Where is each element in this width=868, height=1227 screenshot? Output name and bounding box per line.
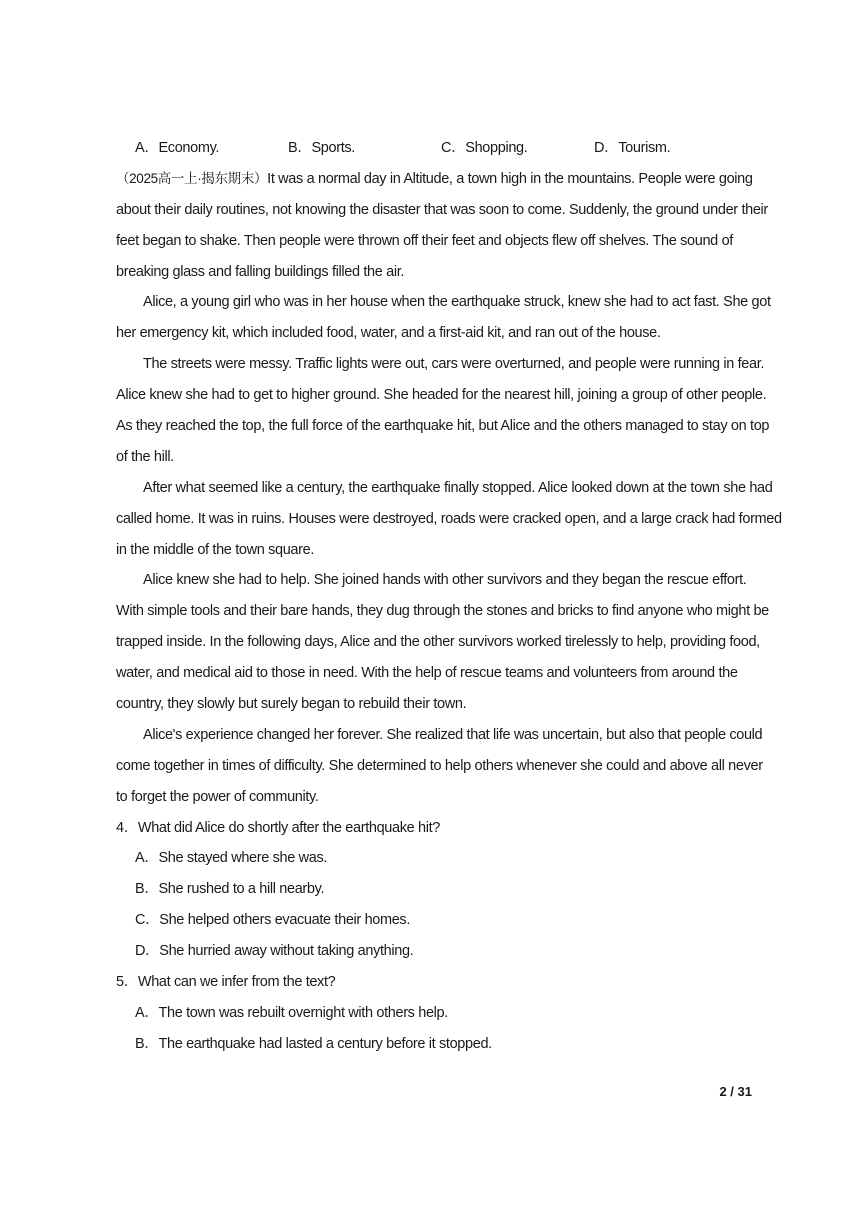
question-stem: 4．What did Alice do shortly after the earthquake hit? bbox=[116, 819, 441, 836]
answer-option: B．The earthquake had lasted a century before it stopped. bbox=[135, 1035, 492, 1052]
answer-option: C．She helped others evacuate their homes. bbox=[135, 912, 411, 929]
reading-passage bbox=[116, 164, 782, 813]
answer-option: A．The town was rebuilt overnight with others help. bbox=[135, 1004, 448, 1021]
answer-option: A．She stayed where she was. bbox=[135, 850, 328, 867]
question-5 bbox=[116, 967, 756, 1060]
passage-line: feet began to shake. Then people were thrown off their feet and objects flew off shelves. The sound of bbox=[116, 232, 733, 249]
passage-line: As they reached the top, the full force of the earthquake hit, but Alice and the others managed to stay on top bbox=[116, 418, 770, 435]
passage-line: After what seemed like a century, the earthquake finally stopped. Alice looked down at the town she had bbox=[143, 479, 773, 496]
question-4 bbox=[116, 813, 756, 967]
passage-line: of the hill. bbox=[116, 448, 174, 465]
previous-question-options bbox=[116, 133, 756, 164]
passage-line: come together in times of difficulty. She determined to help others whenever she could and above all never bbox=[116, 757, 763, 774]
passage-line: With simple tools and their bare hands, they dug through the stones and bricks to find anyone who might be bbox=[116, 603, 769, 620]
page-number: 2 / 31 bbox=[719, 1084, 752, 1099]
passage-line: The streets were messy. Traffic lights were out, cars were overturned, and people were running in fear. bbox=[143, 356, 765, 373]
option-a: A．Economy. bbox=[135, 140, 220, 156]
document-page bbox=[116, 133, 782, 1060]
option-d: D．Tourism. bbox=[594, 140, 671, 156]
passage-line: her emergency kit, which included food, water, and a first-aid kit, and ran out of the house. bbox=[116, 325, 661, 342]
source-label: （2025高一上·揭东期末） bbox=[116, 170, 268, 186]
option-c: C．Shopping. bbox=[441, 140, 528, 156]
passage-line: Alice, a young girl who was in her house when the earthquake struck, knew she had to act fast. She got bbox=[143, 294, 771, 311]
option-b: B．Sports. bbox=[288, 140, 355, 156]
answer-option: D．She hurried away without taking anything. bbox=[135, 943, 414, 960]
passage-line: to forget the power of community. bbox=[116, 788, 319, 805]
passage-line: about their daily routines, not knowing the disaster that was soon to come. Suddenly, the ground under their bbox=[116, 201, 768, 218]
answer-option: B．She rushed to a hill nearby. bbox=[135, 881, 325, 898]
passage-line: country, they slowly but surely began to rebuild their town. bbox=[116, 696, 467, 713]
passage-line: Alice knew she had to get to higher ground. She headed for the nearest hill, joining a group of other people. bbox=[116, 387, 767, 404]
passage-line: trapped inside. In the following days, Alice and the other survivors worked tirelessly to help, providing food, bbox=[116, 634, 760, 651]
passage-line: called home. It was in ruins. Houses were destroyed, roads were cracked open, and a large crack had formed bbox=[116, 510, 782, 527]
passage-line: breaking glass and falling buildings filled the air. bbox=[116, 263, 405, 280]
passage-line: in the middle of the town square. bbox=[116, 541, 315, 558]
passage-line: Alice's experience changed her forever. She realized that life was uncertain, but also that people could bbox=[143, 726, 763, 743]
passage-line: （2025高一上·揭东期末）It was a normal day in Altitude, a town high in the mountains. People were going bbox=[116, 170, 753, 187]
passage-line: Alice knew she had to help. She joined hands with other survivors and they began the rescue effort. bbox=[143, 572, 747, 589]
passage-line: water, and medical aid to those in need. With the help of rescue teams and volunteers from around the bbox=[116, 665, 738, 682]
question-stem: 5．What can we infer from the text? bbox=[116, 974, 336, 991]
